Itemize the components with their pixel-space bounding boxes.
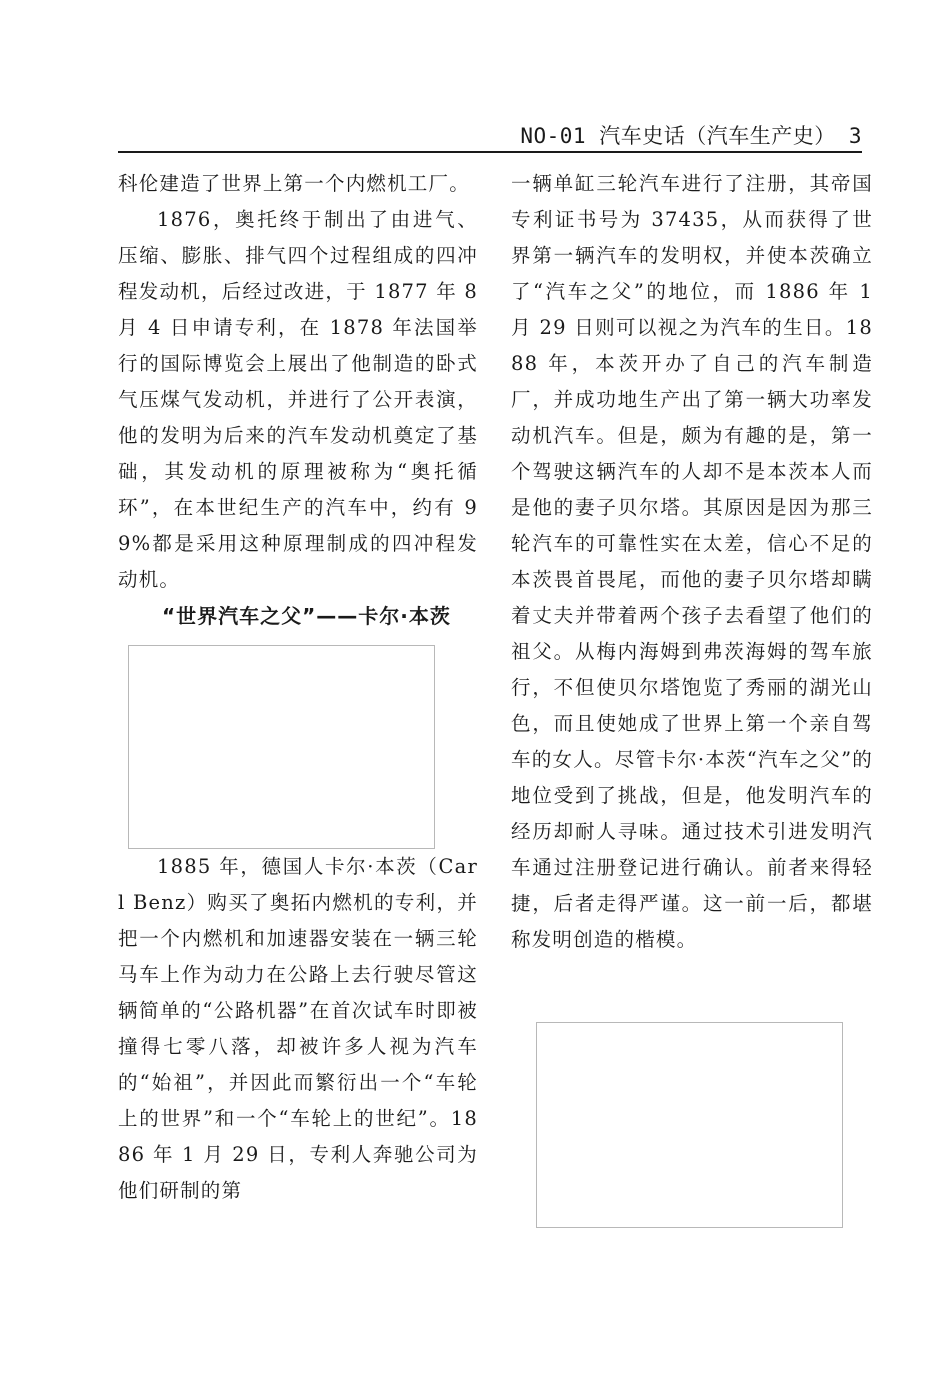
header-rule xyxy=(118,151,862,153)
right-column xyxy=(511,166,873,958)
figure-placeholder-benz xyxy=(128,645,435,849)
paragraph-benz-patent: 一辆单缸三轮汽车进行了注册，其帝国专利证书号为 37435，从而获得了世界第一辆汽车的发明权，并使本茨确立了“汽车之父”的地位，而 1886 年 1 月 29 日则可以视之为汽车的生日。1888 年，本茨开办了自己的汽车制造厂，并成功地生产出了第一辆大功率发动机汽车。但是，颇为有趣的是，第一个驾驶这辆汽车的人却不是本茨本人而是他的妻子贝尔塔。其原因是因为那三轮汽车的可靠性实在太差，信心不足的本茨畏首畏尾，而他的妻子贝尔塔却瞒着丈夫并带着两个孩子去看望了他们的祖父。从梅内海姆到弗茨海姆的驾车旅行，不但使贝尔塔饱览了秀丽的湖光山色，而且使她成了世界上第一个亲自驾车的女人。尽管卡尔·本茨“汽车之父”的地位受到了挑战，但是，他发明汽车的经历却耐人寻味。通过技术引进发明汽车通过注册登记进行确认。前者来得轻捷，后者走得严谨。这一前一后，都堪称发明创造的楷模。 xyxy=(511,172,873,951)
running-header: NO-01 汽车史话（汽车生产史） 3 xyxy=(520,124,862,148)
section-heading: “世界汽车之父”——卡尔·本茨 xyxy=(162,604,451,628)
figure-placeholder-right xyxy=(536,1022,843,1228)
paragraph-otto-engine: 1876，奥托终于制出了由进气、压缩、膨胀、排气四个过程组成的四冲程发动机，后经过改进，于 1877 年 8 月 4 日申请专利，在 1878 年法国举行的国际博览会上展出了他制造的卧式气压煤气发动机，并进行了公开表演，他的发明为后来的汽车发动机奠定了基础，其发动机的原理被称为“奥托循环”，在本世纪生产的汽车中，约有 99%都是采用这种原理制成的四冲程发动机。 xyxy=(118,208,478,591)
paragraph-factory: 科伦建造了世界上第一个内燃机工厂。 xyxy=(118,172,470,195)
paragraph-benz-1885: 1885 年，德国人卡尔·本茨（Carl Benz）购买了奥拓内燃机的专利，并把一个内燃机和加速器安装在一辆三轮马车上作为动力在公路上去行驶尽管这辆简单的“公路机器”在首次试车时即被撞得七零八落，却被许多人视为汽车的“始祖”，并因此而繁衍出一个“车轮上的世界”和一个“车轮上的世纪”。1886 年 1 月 29 日，专利人奔驰公司为他们研制的第 xyxy=(118,855,478,1202)
left-column xyxy=(118,166,478,1209)
